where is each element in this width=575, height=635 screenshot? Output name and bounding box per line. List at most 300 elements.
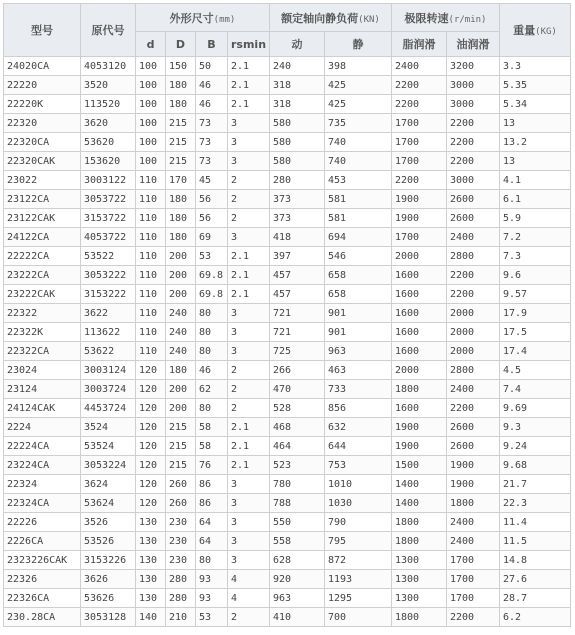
cell-static-load: 398	[325, 57, 392, 76]
cell-weight: 11.5	[500, 532, 571, 551]
cell-original-code: 4453724	[81, 399, 136, 418]
cell-B: 73	[196, 133, 228, 152]
cell-oil-speed: 2400	[447, 513, 500, 532]
table-row	[4, 95, 571, 114]
cell-model: 24020CA	[4, 57, 81, 76]
cell-dynamic-load: 721	[270, 304, 325, 323]
cell-B: 69.8	[196, 266, 228, 285]
cell-weight: 11.4	[500, 513, 571, 532]
cell-D: 280	[166, 589, 196, 608]
cell-dynamic-load: 318	[270, 76, 325, 95]
cell-oil-speed: 2000	[447, 304, 500, 323]
cell-dynamic-load: 780	[270, 475, 325, 494]
cell-model: 23224CA	[4, 456, 81, 475]
cell-D: 180	[166, 228, 196, 247]
cell-d: 110	[136, 285, 166, 304]
table-row	[4, 513, 571, 532]
cell-weight: 13.2	[500, 133, 571, 152]
weight-label: 重量	[513, 24, 536, 37]
cell-model: 22226	[4, 513, 81, 532]
cell-grease-speed: 1300	[392, 551, 447, 570]
table-row	[4, 190, 571, 209]
cell-static-load: 700	[325, 608, 392, 627]
cell-dynamic-load: 373	[270, 209, 325, 228]
cell-model: 22220K	[4, 95, 81, 114]
cell-weight: 21.7	[500, 475, 571, 494]
cell-dynamic-load: 963	[270, 589, 325, 608]
header-load-group	[270, 4, 392, 32]
cell-original-code: 3053224	[81, 456, 136, 475]
cell-oil-speed: 3200	[447, 57, 500, 76]
cell-model: 22220	[4, 76, 81, 95]
cell-original-code: 3622	[81, 304, 136, 323]
cell-grease-speed: 1600	[392, 285, 447, 304]
table-row	[4, 285, 571, 304]
cell-dynamic-load: 410	[270, 608, 325, 627]
cell-grease-speed: 1800	[392, 608, 447, 627]
cell-original-code: 4053120	[81, 57, 136, 76]
cell-B: 80	[196, 399, 228, 418]
cell-grease-speed: 1900	[392, 190, 447, 209]
cell-model: 24124CAK	[4, 399, 81, 418]
header-model: 型号	[4, 4, 81, 57]
cell-weight: 5.35	[500, 76, 571, 95]
cell-rsmin: 2	[228, 190, 270, 209]
speed-unit: (r/min)	[448, 14, 487, 25]
cell-dynamic-load: 318	[270, 95, 325, 114]
cell-model: 23222CA	[4, 266, 81, 285]
cell-weight: 9.3	[500, 418, 571, 437]
cell-original-code: 53624	[81, 494, 136, 513]
cell-oil-speed: 2200	[447, 266, 500, 285]
cell-d: 120	[136, 494, 166, 513]
cell-model: 22224CA	[4, 437, 81, 456]
cell-oil-speed: 1800	[447, 494, 500, 513]
cell-dynamic-load: 580	[270, 114, 325, 133]
cell-static-load: 872	[325, 551, 392, 570]
cell-original-code: 3003122	[81, 171, 136, 190]
cell-dynamic-load: 240	[270, 57, 325, 76]
cell-rsmin: 3	[228, 532, 270, 551]
cell-D: 230	[166, 551, 196, 570]
cell-model: 23024	[4, 361, 81, 380]
cell-d: 110	[136, 190, 166, 209]
cell-grease-speed: 1600	[392, 399, 447, 418]
table-row	[4, 570, 571, 589]
cell-rsmin: 3	[228, 551, 270, 570]
cell-static-load: 740	[325, 133, 392, 152]
cell-static-load: 425	[325, 95, 392, 114]
cell-D: 200	[166, 380, 196, 399]
cell-model: 22324	[4, 475, 81, 494]
cell-model: 22320	[4, 114, 81, 133]
cell-dynamic-load: 528	[270, 399, 325, 418]
dimensions-label: 外形尺寸	[169, 11, 214, 25]
cell-model: 23124	[4, 380, 81, 399]
cell-rsmin: 4	[228, 589, 270, 608]
cell-model: 2323226CAK	[4, 551, 81, 570]
cell-B: 56	[196, 209, 228, 228]
table-row	[4, 76, 571, 95]
cell-D: 260	[166, 475, 196, 494]
cell-d: 130	[136, 589, 166, 608]
cell-d: 100	[136, 95, 166, 114]
cell-dynamic-load: 721	[270, 323, 325, 342]
cell-oil-speed: 2200	[447, 152, 500, 171]
table-row	[4, 475, 571, 494]
cell-original-code: 3153226	[81, 551, 136, 570]
cell-oil-speed: 2200	[447, 608, 500, 627]
cell-rsmin: 2.1	[228, 285, 270, 304]
cell-original-code: 3003724	[81, 380, 136, 399]
cell-d: 110	[136, 228, 166, 247]
cell-oil-speed: 2200	[447, 399, 500, 418]
cell-dynamic-load: 464	[270, 437, 325, 456]
table-row	[4, 380, 571, 399]
cell-B: 50	[196, 57, 228, 76]
cell-original-code: 53626	[81, 589, 136, 608]
cell-weight: 9.68	[500, 456, 571, 475]
cell-B: 76	[196, 456, 228, 475]
cell-grease-speed: 1600	[392, 323, 447, 342]
cell-original-code: 3620	[81, 114, 136, 133]
cell-rsmin: 3	[228, 304, 270, 323]
cell-grease-speed: 1300	[392, 589, 447, 608]
cell-static-load: 632	[325, 418, 392, 437]
cell-rsmin: 2	[228, 209, 270, 228]
cell-static-load: 1010	[325, 475, 392, 494]
table-row	[4, 247, 571, 266]
cell-B: 46	[196, 361, 228, 380]
cell-B: 73	[196, 152, 228, 171]
cell-oil-speed: 1700	[447, 570, 500, 589]
cell-model: 22320CAK	[4, 152, 81, 171]
cell-B: 86	[196, 494, 228, 513]
header-dynamic: 动	[270, 32, 325, 57]
cell-D: 150	[166, 57, 196, 76]
header-d: d	[136, 32, 166, 57]
cell-rsmin: 2	[228, 380, 270, 399]
cell-original-code: 3520	[81, 76, 136, 95]
cell-B: 69	[196, 228, 228, 247]
cell-rsmin: 2	[228, 171, 270, 190]
cell-original-code: 153620	[81, 152, 136, 171]
cell-d: 100	[136, 152, 166, 171]
cell-original-code: 53522	[81, 247, 136, 266]
table-row	[4, 152, 571, 171]
header-oil: 油润滑	[447, 32, 500, 57]
cell-d: 110	[136, 266, 166, 285]
cell-model: 22324CA	[4, 494, 81, 513]
cell-B: 45	[196, 171, 228, 190]
cell-static-load: 795	[325, 532, 392, 551]
cell-static-load: 963	[325, 342, 392, 361]
header-grease: 脂润滑	[392, 32, 447, 57]
cell-oil-speed: 3000	[447, 76, 500, 95]
cell-rsmin: 2.1	[228, 76, 270, 95]
cell-original-code: 3053722	[81, 190, 136, 209]
table-row	[4, 266, 571, 285]
cell-dynamic-load: 468	[270, 418, 325, 437]
cell-rsmin: 4	[228, 570, 270, 589]
cell-grease-speed: 1900	[392, 209, 447, 228]
cell-rsmin: 2.1	[228, 266, 270, 285]
cell-D: 180	[166, 209, 196, 228]
cell-grease-speed: 2000	[392, 361, 447, 380]
cell-B: 73	[196, 114, 228, 133]
cell-original-code: 3524	[81, 418, 136, 437]
table-row	[4, 418, 571, 437]
cell-original-code: 53620	[81, 133, 136, 152]
cell-oil-speed: 2600	[447, 437, 500, 456]
cell-model: 230.28CA	[4, 608, 81, 627]
cell-D: 180	[166, 76, 196, 95]
cell-original-code: 53524	[81, 437, 136, 456]
header-static: 静	[325, 32, 392, 57]
cell-D: 215	[166, 133, 196, 152]
cell-static-load: 658	[325, 266, 392, 285]
cell-weight: 13	[500, 114, 571, 133]
cell-D: 215	[166, 152, 196, 171]
cell-B: 86	[196, 475, 228, 494]
cell-dynamic-load: 920	[270, 570, 325, 589]
cell-model: 2226CA	[4, 532, 81, 551]
cell-B: 64	[196, 513, 228, 532]
cell-grease-speed: 1700	[392, 114, 447, 133]
cell-oil-speed: 2200	[447, 114, 500, 133]
cell-oil-speed: 3000	[447, 95, 500, 114]
cell-oil-speed: 3000	[447, 171, 500, 190]
cell-oil-speed: 2200	[447, 285, 500, 304]
cell-rsmin: 3	[228, 494, 270, 513]
cell-oil-speed: 2200	[447, 133, 500, 152]
cell-static-load: 581	[325, 209, 392, 228]
cell-static-load: 740	[325, 152, 392, 171]
cell-grease-speed: 1700	[392, 133, 447, 152]
cell-oil-speed: 2600	[447, 418, 500, 437]
cell-static-load: 546	[325, 247, 392, 266]
cell-weight: 13	[500, 152, 571, 171]
cell-static-load: 581	[325, 190, 392, 209]
dimensions-unit: (mm)	[213, 14, 236, 25]
cell-D: 200	[166, 247, 196, 266]
table-row	[4, 532, 571, 551]
cell-grease-speed: 1400	[392, 475, 447, 494]
cell-weight: 22.3	[500, 494, 571, 513]
cell-dynamic-load: 457	[270, 266, 325, 285]
table-row	[4, 437, 571, 456]
cell-static-load: 658	[325, 285, 392, 304]
cell-grease-speed: 2400	[392, 57, 447, 76]
cell-d: 130	[136, 532, 166, 551]
cell-model: 23022	[4, 171, 81, 190]
load-label: 额定轴向静负荷	[281, 11, 359, 25]
cell-D: 240	[166, 342, 196, 361]
cell-d: 110	[136, 304, 166, 323]
cell-weight: 6.2	[500, 608, 571, 627]
speed-label: 极限转速	[404, 11, 449, 25]
cell-model: 22326	[4, 570, 81, 589]
cell-d: 110	[136, 247, 166, 266]
cell-oil-speed: 2000	[447, 323, 500, 342]
table-row	[4, 342, 571, 361]
cell-grease-speed: 1600	[392, 342, 447, 361]
cell-rsmin: 2	[228, 399, 270, 418]
cell-grease-speed: 1500	[392, 456, 447, 475]
cell-dynamic-load: 580	[270, 152, 325, 171]
header-B: B	[196, 32, 228, 57]
cell-grease-speed: 1800	[392, 513, 447, 532]
cell-D: 240	[166, 323, 196, 342]
cell-B: 46	[196, 76, 228, 95]
cell-dynamic-load: 628	[270, 551, 325, 570]
cell-model: 2224	[4, 418, 81, 437]
table-row	[4, 551, 571, 570]
cell-original-code: 113520	[81, 95, 136, 114]
cell-rsmin: 2.1	[228, 418, 270, 437]
cell-dynamic-load: 788	[270, 494, 325, 513]
cell-D: 180	[166, 95, 196, 114]
cell-d: 110	[136, 171, 166, 190]
cell-weight: 28.7	[500, 589, 571, 608]
cell-grease-speed: 1900	[392, 418, 447, 437]
cell-model: 24122CA	[4, 228, 81, 247]
cell-grease-speed: 2200	[392, 95, 447, 114]
cell-model: 22322	[4, 304, 81, 323]
cell-original-code: 53622	[81, 342, 136, 361]
cell-weight: 9.24	[500, 437, 571, 456]
cell-rsmin: 2	[228, 361, 270, 380]
cell-rsmin: 3	[228, 475, 270, 494]
cell-D: 215	[166, 437, 196, 456]
cell-rsmin: 2.1	[228, 57, 270, 76]
header-original-code: 原代号	[81, 4, 136, 57]
cell-grease-speed: 2200	[392, 76, 447, 95]
cell-static-load: 1193	[325, 570, 392, 589]
cell-original-code: 3153722	[81, 209, 136, 228]
cell-D: 280	[166, 570, 196, 589]
cell-D: 170	[166, 171, 196, 190]
cell-D: 215	[166, 418, 196, 437]
cell-B: 58	[196, 437, 228, 456]
cell-dynamic-load: 725	[270, 342, 325, 361]
cell-rsmin: 3	[228, 342, 270, 361]
cell-D: 230	[166, 532, 196, 551]
cell-static-load: 425	[325, 76, 392, 95]
cell-oil-speed: 2600	[447, 190, 500, 209]
cell-d: 120	[136, 361, 166, 380]
table-row	[4, 304, 571, 323]
cell-model: 23222CAK	[4, 285, 81, 304]
cell-grease-speed: 1600	[392, 266, 447, 285]
table-row	[4, 608, 571, 627]
cell-B: 80	[196, 323, 228, 342]
cell-B: 80	[196, 551, 228, 570]
cell-dynamic-load: 280	[270, 171, 325, 190]
cell-dynamic-load: 470	[270, 380, 325, 399]
cell-d: 100	[136, 114, 166, 133]
cell-original-code: 3626	[81, 570, 136, 589]
cell-B: 53	[196, 247, 228, 266]
cell-d: 140	[136, 608, 166, 627]
table-row	[4, 133, 571, 152]
header-weight	[500, 4, 571, 57]
cell-original-code: 3624	[81, 475, 136, 494]
cell-model: 22322CA	[4, 342, 81, 361]
cell-rsmin: 3	[228, 114, 270, 133]
cell-D: 215	[166, 456, 196, 475]
cell-d: 120	[136, 475, 166, 494]
header-rsmin: rsmin	[228, 32, 270, 57]
cell-rsmin: 2.1	[228, 437, 270, 456]
cell-B: 58	[196, 418, 228, 437]
cell-B: 46	[196, 95, 228, 114]
cell-oil-speed: 2800	[447, 361, 500, 380]
cell-oil-speed: 1900	[447, 456, 500, 475]
cell-rsmin: 3	[228, 513, 270, 532]
cell-weight: 7.4	[500, 380, 571, 399]
cell-weight: 27.6	[500, 570, 571, 589]
cell-B: 56	[196, 190, 228, 209]
cell-d: 110	[136, 323, 166, 342]
cell-d: 120	[136, 456, 166, 475]
cell-D: 240	[166, 304, 196, 323]
cell-D: 180	[166, 190, 196, 209]
cell-dynamic-load: 418	[270, 228, 325, 247]
cell-d: 120	[136, 418, 166, 437]
cell-model: 23122CA	[4, 190, 81, 209]
cell-B: 62	[196, 380, 228, 399]
cell-model: 22222CA	[4, 247, 81, 266]
cell-rsmin: 2.1	[228, 95, 270, 114]
cell-original-code: 3153222	[81, 285, 136, 304]
cell-D: 260	[166, 494, 196, 513]
cell-static-load: 463	[325, 361, 392, 380]
table-row	[4, 456, 571, 475]
cell-original-code: 4053722	[81, 228, 136, 247]
cell-static-load: 1030	[325, 494, 392, 513]
cell-weight: 9.69	[500, 399, 571, 418]
cell-d: 100	[136, 133, 166, 152]
cell-dynamic-load: 397	[270, 247, 325, 266]
cell-B: 64	[196, 532, 228, 551]
cell-d: 120	[136, 380, 166, 399]
cell-weight: 17.9	[500, 304, 571, 323]
cell-d: 110	[136, 209, 166, 228]
cell-d: 120	[136, 399, 166, 418]
weight-unit: (KG)	[535, 27, 557, 37]
cell-original-code: 113622	[81, 323, 136, 342]
table-row	[4, 399, 571, 418]
cell-original-code: 53526	[81, 532, 136, 551]
header-dimensions-group	[136, 4, 270, 32]
cell-B: 53	[196, 608, 228, 627]
cell-D: 200	[166, 285, 196, 304]
cell-static-load: 790	[325, 513, 392, 532]
table-row	[4, 171, 571, 190]
cell-weight: 4.1	[500, 171, 571, 190]
cell-static-load: 1295	[325, 589, 392, 608]
cell-original-code: 3003124	[81, 361, 136, 380]
cell-oil-speed: 1900	[447, 475, 500, 494]
cell-static-load: 753	[325, 456, 392, 475]
cell-static-load: 735	[325, 114, 392, 133]
cell-D: 200	[166, 266, 196, 285]
cell-B: 69.8	[196, 285, 228, 304]
cell-original-code: 3526	[81, 513, 136, 532]
cell-weight: 14.8	[500, 551, 571, 570]
table-header	[4, 4, 571, 57]
